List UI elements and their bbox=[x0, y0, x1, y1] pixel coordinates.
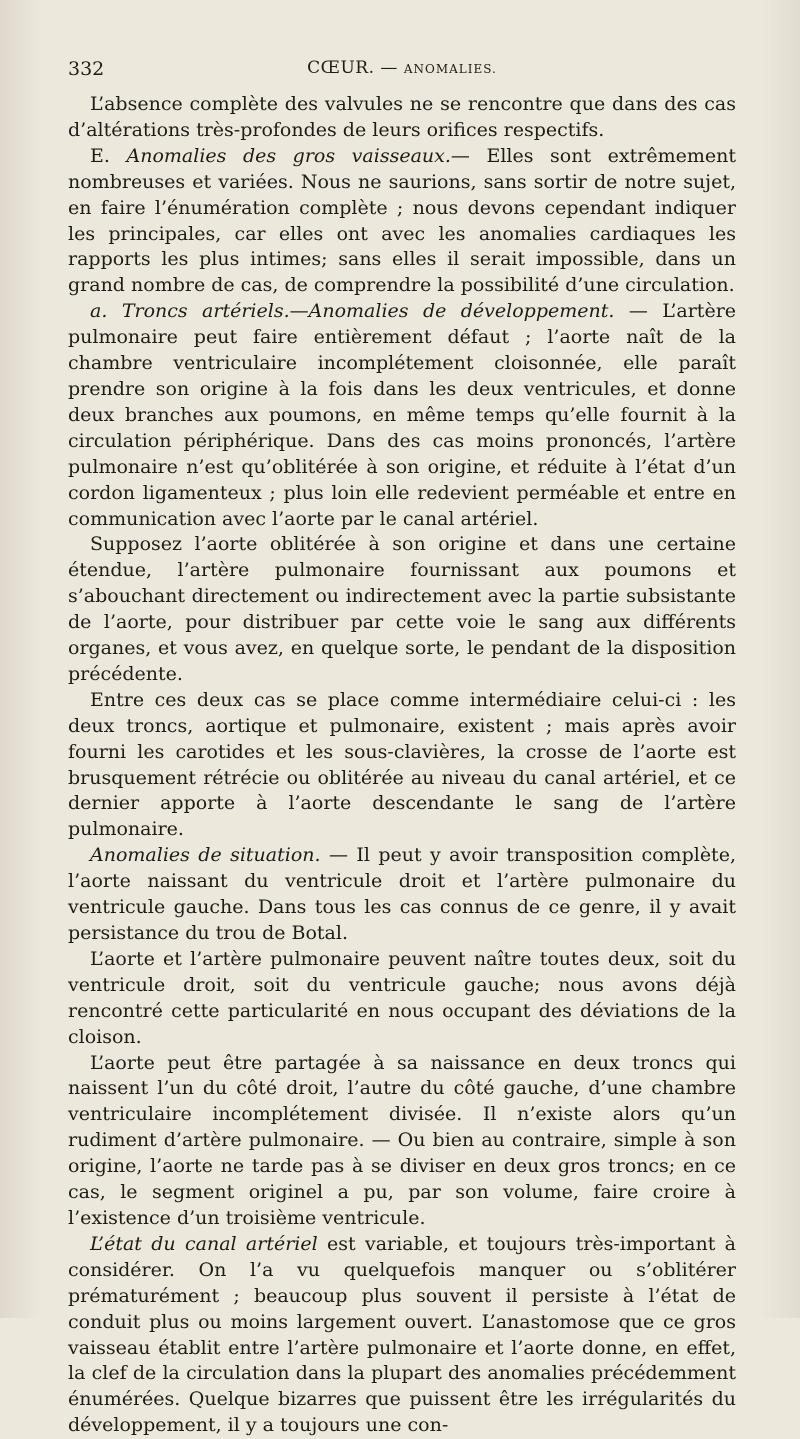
body-text bbox=[68, 92, 736, 1439]
paragraph-aorte-partagee: L’aorte peut être partagée à sa naissance en deux troncs qui naissent l’un du côté droit, l’autre du côté gauche, d’une chambre ventriculaire incomplétement divisée. Il n’existe alors qu’un rudiment d’artère pulmonaire. — Ou bien au contraire, simple à son origine, l’aorte ne tarde pas à se diviser en deux gros troncs; en ce cas, le segment originel a pu, par son volume, faire croire à l’existence d’un troisième ventricule. bbox=[68, 1051, 736, 1229]
subsection-heading: Anomalies de situation. bbox=[90, 844, 321, 867]
section-title: ANOMALIES. bbox=[403, 62, 497, 76]
paragraph-gros-vaisseaux: E. Anomalies des gros vaisseaux.— Elles sont extrêmement nombreuses et variées. Nous ne saurions, sans sortir de notre sujet, en faire l’énumération complète ; nous devons cependant indiquer les principales, car elles ont avec les anomalies cardiaques les rapports les plus intimes; sans elles il serait impossible, dans un grand nombre de cas, de comprendre la possibilité d’une circulation. bbox=[68, 144, 736, 297]
running-title bbox=[68, 58, 736, 78]
title-dash: — bbox=[380, 58, 398, 78]
paragraph-intermediaire: Entre ces deux cas se place comme intermédiaire celui-ci : les deux troncs, aortique et pulmonaire, existent ; mais après avoir fourni les carotides et les sous-clavières, la crosse de l’aorte est brusquement rétrécie ou oblitérée au niveau du canal artériel, et ce dernier apporte à l’aorte descendante le sang de l’artère pulmonaire. bbox=[68, 688, 736, 841]
paragraph-troncs-arteriels: a. Troncs artériels.—Anomalies de développement. — L’artère pulmonaire peut faire entièrement défaut ; l’aorte naît de la chambre ventriculaire incomplétement cloisonnée, elle paraît prendre son origine à la fois dans les deux ventricules, et donne deux branches aux poumons, en même temps qu’elle fournit à la circulation périphérique. Dans des cas moins prononcés, l’artère pulmonaire n’est qu’oblitérée à son origine, et réduite à l’état d’un cordon ligamenteux ; plus loin elle redevient perméable et entre en communication avec l’aorte par le canal artériel. bbox=[68, 300, 737, 530]
subsection-heading: L’état du canal artériel bbox=[90, 1232, 318, 1255]
subsection-heading: Troncs artériels. bbox=[121, 300, 290, 323]
subsection-heading: Anomalies des gros vaisseaux. bbox=[126, 144, 451, 167]
paragraph-aorte-obliteree: Supposez l’aorte oblitérée à son origine et dans une certaine étendue, l’artère pulmonaire fournissant aux poumons et s’abouchant directement ou indirectement avec la partie subsistante de l’aorte, pour distribuer par cette voie le sang aux différents organes, et vous avez, en quelque sorte, le pendant de la disposition précédente. bbox=[68, 533, 736, 685]
subsection-heading-2: Anomalies de développement. bbox=[308, 300, 615, 323]
subsection-letter: a. bbox=[90, 300, 108, 323]
section-letter: E. bbox=[90, 144, 110, 167]
running-head bbox=[68, 58, 736, 86]
paragraph-naissance-commune: L’aorte et l’artère pulmonaire peuvent naître toutes deux, soit du ventricule droit, soit du ventricule gauche; nous avons déjà rencontré cette particularité en nous occupant des déviations de la cloison. bbox=[68, 947, 736, 1048]
paragraph-canal-arteriel: L’état du canal artériel est variable, et toujours très-important à considérer. On l’a vu quelquefois manquer ou s’oblitérer prématurément ; beaucoup plus souvent il persiste à l’état de conduit plus ou moins largement ouvert. L’anastomose que ce gros vaisseau établit entre l’artère pulmonaire et l’aorte donne, en effet, la clef de la circulation dans la plupart des anomalies précédemment énumérées. Quelque bizarres que puissent être les irrégularités du développement, il y a toujours une con- bbox=[68, 1232, 737, 1437]
paragraph-anomalies-situation: Anomalies de situation. — Il peut y avoir transposition complète, l’aorte naissant du ventricule droit et l’artère pulmonaire du ventricule gauche. Dans tous les cas connus de ce genre, il y avait persistance du trou de Botal. bbox=[68, 844, 736, 944]
chapter-title: CŒUR. bbox=[307, 58, 375, 78]
page-number: 332 bbox=[68, 58, 105, 80]
paragraph-valvules: L’absence complète des valvules ne se rencontre que dans des cas d’altérations très-profondes de leurs orifices respectifs. bbox=[68, 93, 736, 141]
